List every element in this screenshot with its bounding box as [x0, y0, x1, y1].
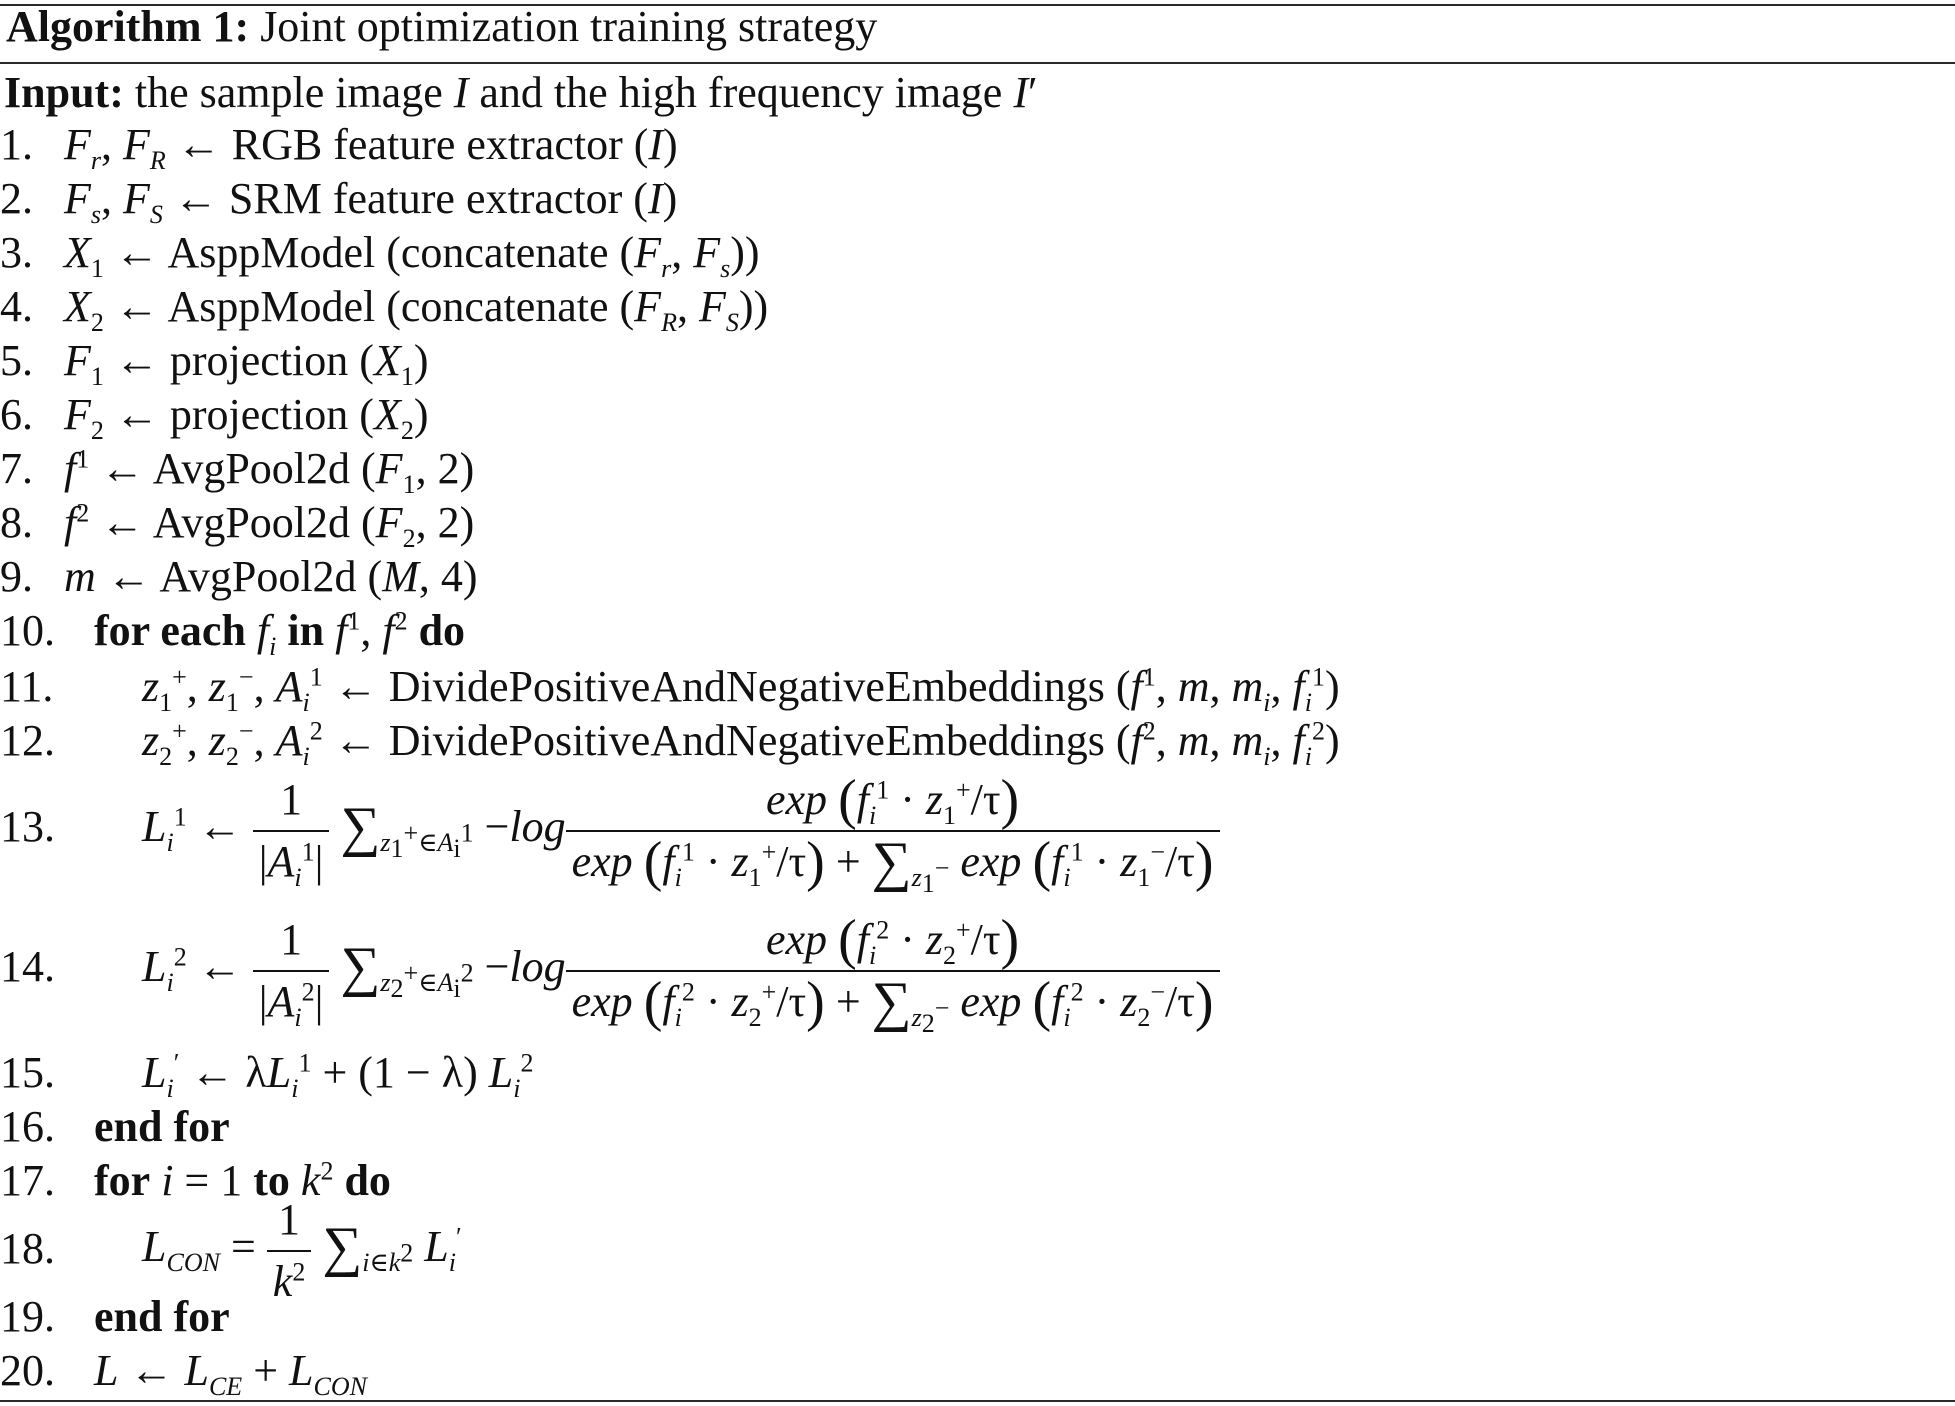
step-number: 19. [0, 1292, 55, 1341]
step-8 [0, 496, 900, 553]
fraction: $\frac{\exp (f_i^2 \cdot z_2^+/\tau)}{\exp (f_i^2 \cdot z_2^+/\tau) + \sum_{z_2^-} \exp (f_i^2 \cdot z_2^-/\tau)}$ [566, 910, 1220, 1032]
step-body: $F_s$, $F_S$ ← SRM feature extractor (I) [64, 174, 678, 229]
input-line [4, 66, 1038, 120]
step-4 [0, 280, 900, 337]
step-body: $X_2$ ← AsppModel (concatenate ($F_R$, $F_S$)) [64, 282, 769, 337]
step-body: L ← $L_{CE} + L_{CON}$ [94, 1346, 367, 1401]
step-16 [0, 1100, 900, 1154]
step-number: 18. [0, 1224, 55, 1273]
step-number: 5. [0, 336, 33, 385]
step-10 [0, 604, 900, 661]
fraction: $\frac{1}{|A_i^1|}$ [253, 770, 330, 892]
step-body: $F_r$, $F_R$ ← RGB feature extractor (I) [64, 120, 678, 175]
fraction: $\frac{1}{|A_i^2|}$ [253, 910, 330, 1032]
step-body: $L_i'$ ← $\lambda L_i^1 + (1 - \lambda)$ $L_i^2$ [142, 1048, 534, 1103]
step-number: 17. [0, 1156, 55, 1205]
step-body: for each $f_i$ in $f^1$, $f^2$ do [94, 606, 466, 661]
step-body: $X_1$ ← AsppModel (concatenate ($F_r$, $F_s$)) [64, 228, 760, 283]
step-1 [0, 118, 900, 175]
step-body: $F_1$ ← projection $(X_1)$ [64, 336, 429, 391]
step-number: 3. [0, 228, 33, 277]
caption-rule [0, 62, 1955, 64]
step-14-formula: $L_i^2$ ← $\frac{1}{|A_i^2|}$ $\sum_{z_2^+\in A_i^2} -\log$ $\frac{\exp (f_i^2 \cdot z_2^+/\tau)}{\exp (f_i^2 \cdot z_2^+/\tau) + \sum_{z_2^-} \exp (f_i^2 \cdot z_2^-/\tau)}$ [142, 910, 1220, 1032]
input-text: the sample image I and the high frequency image I′ [134, 68, 1038, 117]
step-number: 1. [0, 120, 33, 169]
step-6 [0, 388, 900, 445]
input-label: Input: [4, 68, 124, 117]
step-body: for i = 1 to $k^2$ do [94, 1156, 391, 1205]
step-body: end for [94, 1292, 230, 1341]
step-number: 11. [0, 662, 54, 711]
step-number: 9. [0, 552, 33, 601]
step-body: $z_1^+$, $z_1^-$, $A_i^1$ ← DividePositiveAndNegativeEmbeddings ($f^1$, m, $m_i$, $f_i^1$) [142, 662, 1340, 717]
step-body: $f^2$ ← AvgPool2d ($F_2$, 2) [64, 498, 475, 553]
bottom-rule [0, 1400, 1955, 1402]
step-20 [0, 1344, 900, 1401]
caption-label: Algorithm 1: [6, 2, 250, 51]
step-number: 16. [0, 1102, 55, 1151]
step-number: 8. [0, 498, 33, 547]
step-number: 13. [0, 802, 55, 851]
step-15 [0, 1046, 900, 1103]
step-number: 10. [0, 606, 55, 655]
step-body: $f^1$ ← AvgPool2d ($F_1$, 2) [64, 444, 475, 499]
caption-title: Joint optimization training strategy [260, 2, 878, 51]
step-7 [0, 442, 900, 499]
step-5 [0, 334, 900, 391]
step-body: m ← AvgPool2d (M, 4) [64, 552, 478, 601]
step-number: 4. [0, 282, 33, 331]
step-9 [0, 550, 900, 604]
step-18-formula: $L_{CON}$ = $\frac{1}{k^2}$ $\sum_{i\in k^2}$ $L_i'$ [142, 1190, 462, 1312]
step-number: 15. [0, 1048, 55, 1097]
step-body: end for [94, 1102, 230, 1151]
step-body: $z_2^+$, $z_2^-$, $A_i^2$ ← DividePositiveAndNegativeEmbeddings ($f^2$, m, $m_i$, $f_i^2$) [142, 716, 1340, 771]
step-body: $F_2$ ← projection $(X_2)$ [64, 390, 429, 445]
algorithm-caption [6, 0, 877, 54]
step-number: 7. [0, 444, 33, 493]
step-number: 6. [0, 390, 33, 439]
step-number: 12. [0, 716, 55, 765]
step-number: 20. [0, 1346, 55, 1395]
step-19 [0, 1290, 900, 1344]
fraction: $\frac{\exp (f_i^1 \cdot z_1^+/\tau)}{\exp (f_i^1 \cdot z_1^+/\tau) + \sum_{z_1^-} \exp (f_i^1 \cdot z_1^-/\tau)}$ [566, 770, 1220, 892]
fraction: $\frac{1}{k^2}$ [267, 1190, 312, 1312]
step-13-formula: $L_i^1$ ← $\frac{1}{|A_i^1|}$ $\sum_{z_1^+\in A_i^1} -\log$ $\frac{\exp (f_i^1 \cdot z_1^+/\tau)}{\exp (f_i^1 \cdot z_1^+/\tau) + \sum_{z_1^-} \exp (f_i^1 \cdot z_1^-/\tau)}$ [142, 770, 1220, 892]
step-3 [0, 226, 900, 283]
step-2 [0, 172, 900, 229]
step-12 [0, 714, 1900, 771]
step-number: 2. [0, 174, 33, 223]
step-11 [0, 660, 1900, 717]
step-number: 14. [0, 942, 55, 991]
